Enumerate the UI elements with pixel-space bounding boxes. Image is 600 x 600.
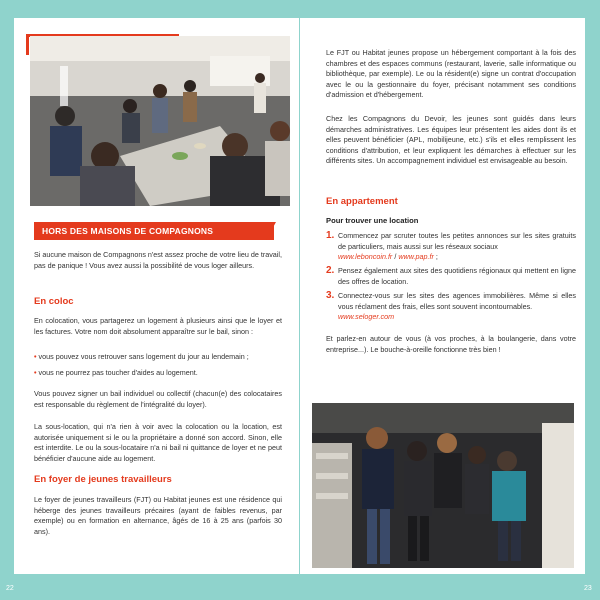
item-1 [338,231,576,263]
leboncoin-link[interactable]: www.leboncoin.fr [338,252,393,261]
fjt-paragraph: Le foyer de jeunes travailleurs (FJT) ou Habitat jeunes est une résidence qui héberge des jeunes travailleurs précaires (ayant de faibles revenus, par exemple) ou en formation en alternance, âgés de 16 à 25 ans (parfois 30 ans). [34,495,282,536]
fjt-paragraph-2: Le FJT ou Habitat jeunes propose un hébergement comportant à la fois des chambres et des espaces communs (restaurant, laverie, salle informatique ou bibliothèque, par exemple). Le ou la résident(e) signe un contrat d'occupation avec le ou la gestionnaire du foyer, précisant notamment ses conditions d'admission et d'hébergement. [326,48,576,99]
appartement-heading: En appartement [326,196,398,207]
right-page [300,18,585,574]
bullet-dot: • [34,352,37,361]
bullet-dot: • [34,368,37,377]
intro-paragraph: Si aucune maison de Compagnons n'est assez proche de votre lieu de travail, pas de panique ! Vous avez aussi la possibilité de vous loger ailleurs. [34,250,282,270]
coloc-paragraph-1: En colocation, vous partagerez un logement à plusieurs ainsi que le loyer et les factures. Votre nom doit absolument apparaître sur le bail, sinon : [34,316,282,336]
coloc-bullet-2-text: vous ne pourrez pas toucher d'aides au logement. [38,368,198,377]
item-3 [338,291,576,323]
fjt-heading: En foyer de jeunes travailleurs [34,474,172,485]
item-3-number: 3. [326,290,335,301]
section-banner: HORS DES MAISONS DE COMPAGNONS [34,222,274,240]
coloc-heading: En coloc [34,296,74,307]
coloc-bullet-1 [34,352,286,363]
photo-young-people-group [312,403,574,568]
closing-paragraph: Et parlez-en autour de vous (à vos proches, à la boulangerie, dans votre entreprise...). Le bouche-à-oreille fonctionne très bien ! [326,334,576,354]
page-number-left: 22 [6,585,14,592]
item-1-text: Commencez par scruter toutes les petites annonces sur les sites gratuits de particuliers, mais aussi sur les réseaux sociaux [338,231,576,251]
item-2-text: Pensez également aux sites des quotidiens régionaux qui mettent en ligne des offres de location. [338,266,576,286]
item-1-number: 1. [326,230,335,241]
left-page [14,18,299,574]
item-3-text: Connectez-vous sur les sites des agences immobilières. Même si elles vous réclament des frais, elles sont souvent incontournables. [338,291,576,311]
item-1-end: ; [433,252,438,261]
coloc-bullet-1-text: vous pouvez vous retrouver sans logement du jour au lendemain ; [38,352,249,361]
banner-tail-shape [266,222,276,240]
page-number-right: 23 [584,585,592,592]
coloc-bullet-2 [34,368,286,379]
location-subheading: Pour trouver une location [326,216,419,225]
item-2-number: 2. [326,265,335,276]
pap-link[interactable]: www.pap.fr [398,252,434,261]
photo-dining-hall [30,36,290,206]
item-1-separator: / [392,252,399,261]
seloger-link[interactable]: www.seloger.com [338,312,395,321]
coloc-paragraph-3: La sous-location, qui n'a rien à voir avec la colocation ou la location, est autorisée uniquement si le ou la propriétaire a donné son accord. Sinon, elle est interdite. Le ou la sous-locataire n'a ni bail ni quittance de loyer et ne peut bénéficier d'aucune aide au logement. [34,422,282,463]
coloc-paragraph-2: Vous pouvez signer un bail individuel ou collectif (chacun(e) des colocataires est responsable du règlement de l'intégralité du loyer). [34,389,282,409]
compagnons-paragraph: Chez les Compagnons du Devoir, les jeunes sont guidés dans leurs démarches administratives. Les équipes leur présentent les aides dont ils et elles peuvent bénéficier (APL, mobilijeune, etc.) s'ils et elles remplissent les conditions d'attribution, et leur expliquent les démarches à effectuer sur les différents sites. Un accompagnement individuel est envisageable au besoin. [326,114,576,165]
